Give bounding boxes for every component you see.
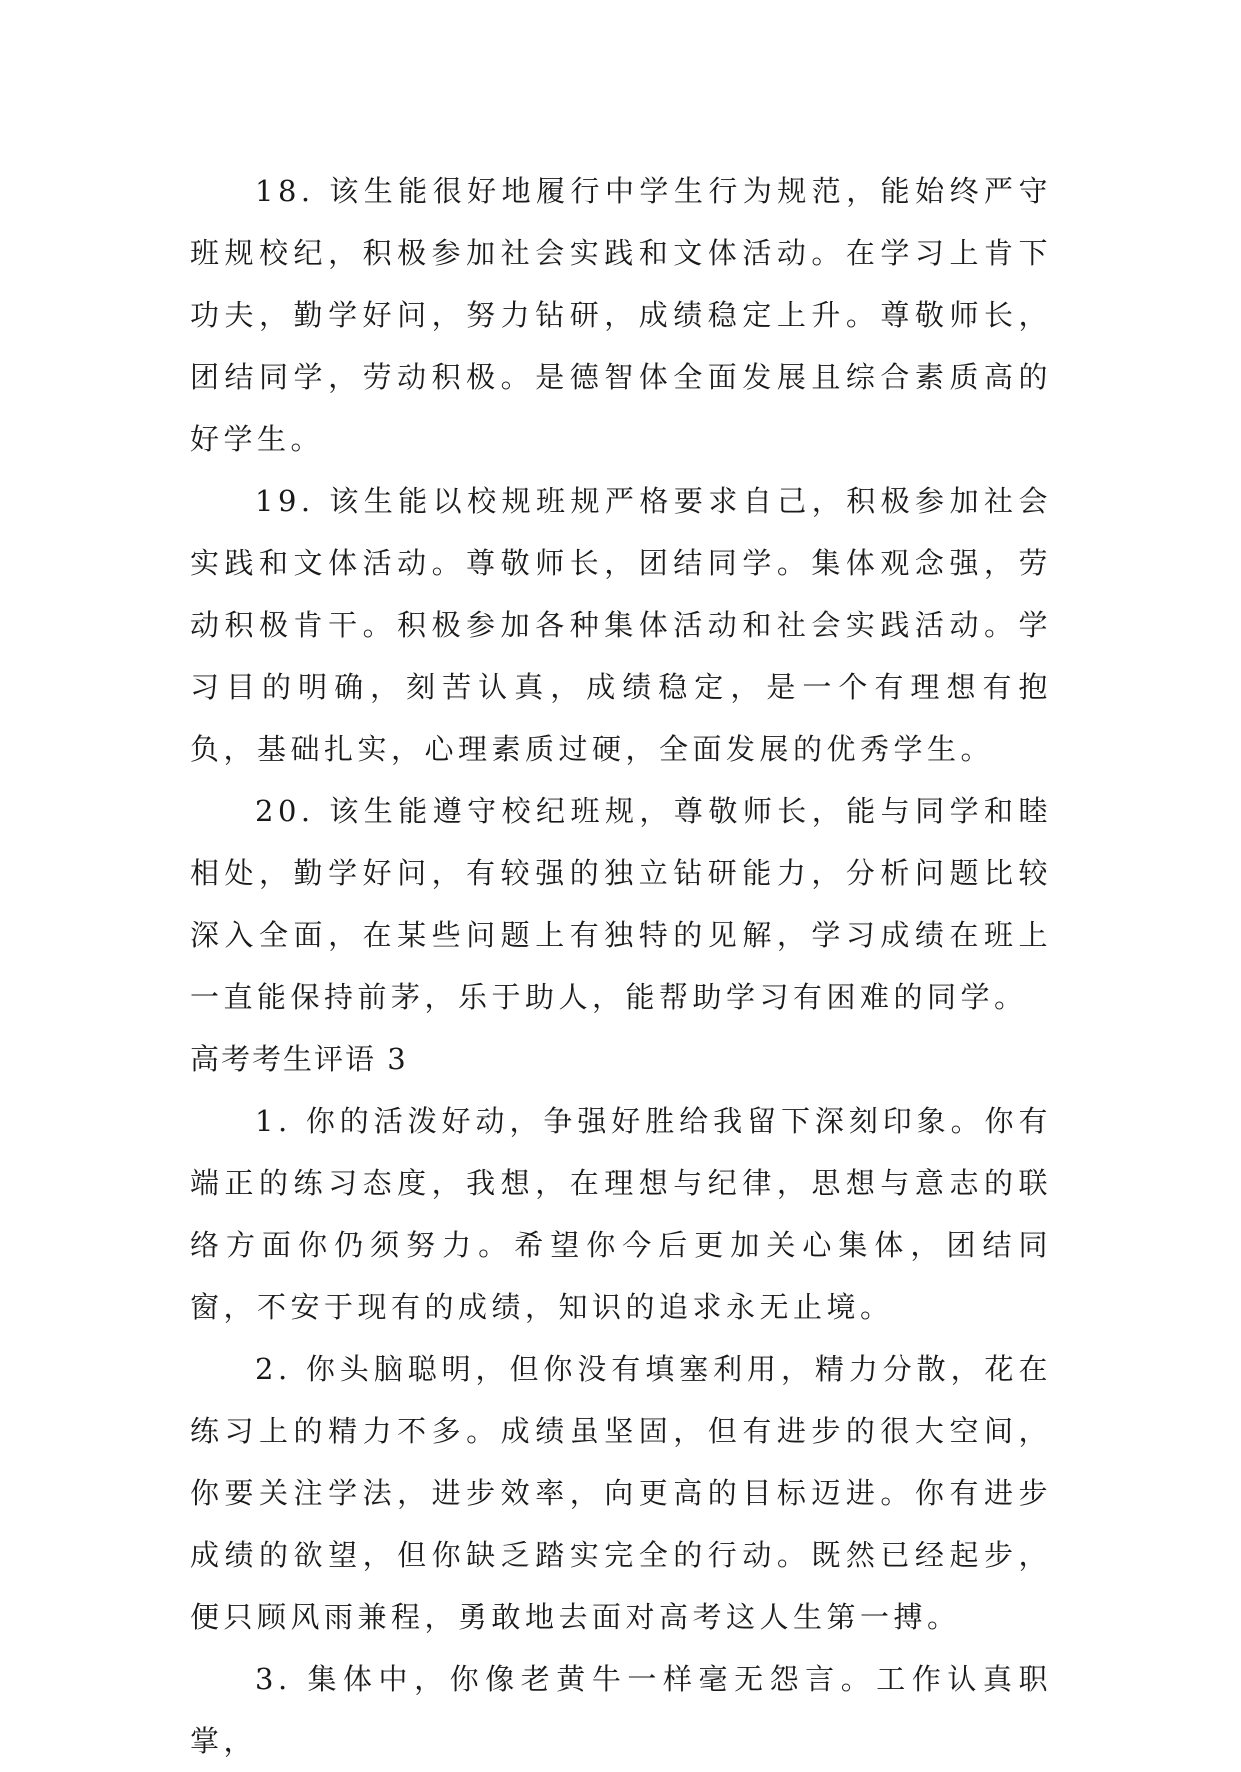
document-page bbox=[190, 160, 1052, 1772]
paragraph-1: 1. 你的活泼好动，争强好胜给我留下深刻印象。你有端正的练习态度，我想，在理想与纪律，思想与意志的联络方面你仍须努力。希望你今后更加关心集体，团结同窗，不安于现有的成绩，知识的追求永无止境。 bbox=[190, 1104, 1052, 1324]
paragraph-3: 3. 集体中，你像老黄牛一样毫无怨言。工作认真职掌， bbox=[190, 1662, 1052, 1758]
paragraph-19: 19. 该生能以校规班规严格要求自己，积极参加社会实践和文体活动。尊敬师长，团结同学。集体观念强，劳动积极肯干。积极参加各种集体活动和社会实践活动。学习目的明确，刻苦认真，成绩稳定，是一个有理想有抱负，基础扎实，心理素质过硬，全面发展的优秀学生。 bbox=[190, 484, 1052, 766]
paragraph-18: 18. 该生能很好地履行中学生行为规范，能始终严守班规校纪，积极参加社会实践和文体活动。在学习上肯下功夫，勤学好问，努力钻研，成绩稳定上升。尊敬师长，团结同学，劳动积极。是德智体全面发展且综合素质高的好学生。 bbox=[190, 174, 1052, 456]
paragraph-20: 20. 该生能遵守校纪班规，尊敬师长，能与同学和睦相处，勤学好问，有较强的独立钻研能力，分析问题比较深入全面，在某些问题上有独特的见解，学习成绩在班上一直能保持前茅，乐于助人，能帮助学习有困难的同学。 bbox=[190, 794, 1052, 1014]
paragraph-2: 2. 你头脑聪明，但你没有填塞利用，精力分散，花在练习上的精力不多。成绩虽坚固，但有进步的很大空间，你要关注学法，进步效率，向更高的目标迈进。你有进步成绩的欲望，但你缺乏踏实完全的行动。既然已经起步，便只顾风雨兼程，勇敢地去面对高考这人生第一搏。 bbox=[190, 1352, 1052, 1634]
section-heading: 高考考生评语 3 bbox=[190, 1042, 408, 1076]
